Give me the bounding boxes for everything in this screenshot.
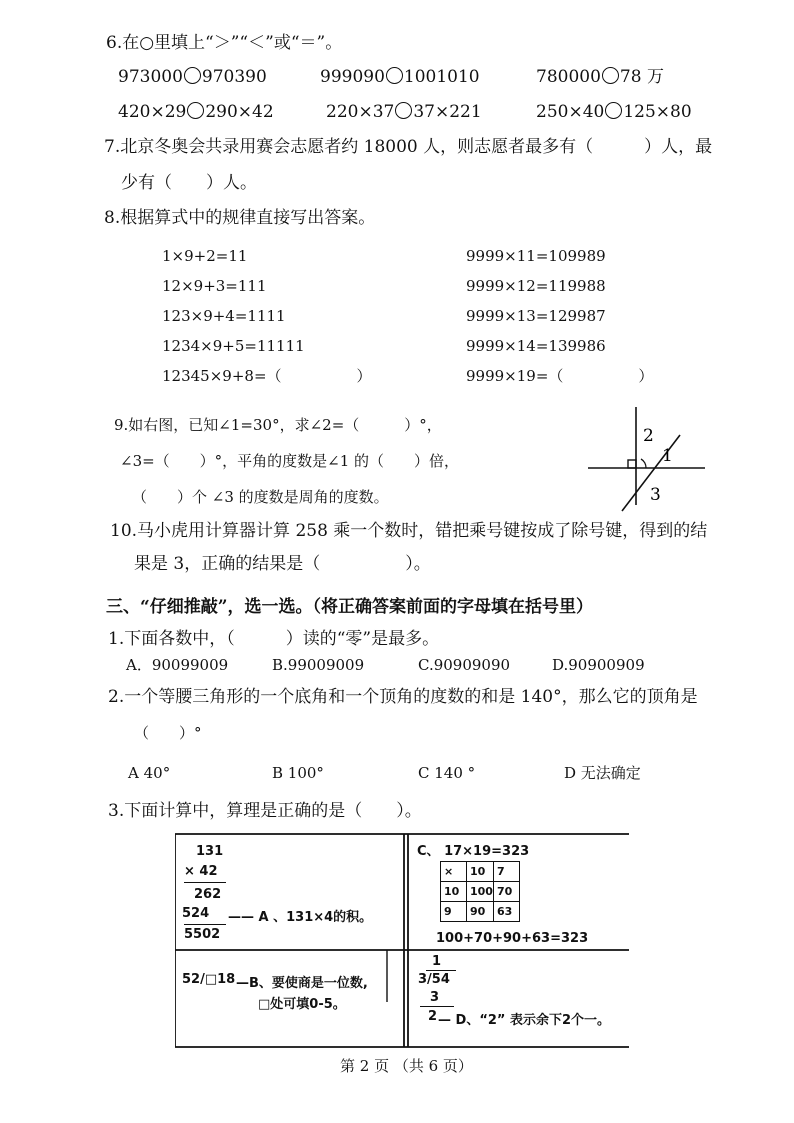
compare-item: 780000 78 万 [536,67,664,87]
right-angle-mark [628,460,636,468]
compare-item: 220×37 37×221 [326,102,482,122]
calc-d-bracket [426,970,456,971]
angle-figure [580,405,710,515]
calc-d-rule [420,1006,454,1007]
angle-arc [641,459,646,468]
blank-circle[interactable] [386,67,403,84]
calc-d-line: 3 [430,990,440,1005]
choice-option-d[interactable]: D.90900909 [552,656,645,674]
q10-line1: 10.马小虎用计算器计算 258 乘一个数时，错把乘号键按成了除号键，得到的结 [110,521,708,541]
grid-cell: 63 [493,902,519,922]
choice-option-a[interactable]: A 40° [128,764,171,782]
q8-title: 8.根据算式中的规律直接写出答案。 [104,208,376,228]
q6-title: 6.在○里填上“＞”“＜”或“＝”。 [106,33,343,53]
choice-option-c[interactable]: C.90909090 [418,656,511,674]
calc-a-note: —— A 、131×4的积。 [228,910,373,925]
blank-circle[interactable] [602,67,619,84]
angle-label-3: 3 [650,485,661,505]
pattern-right: 9999×11=109989 [466,247,606,265]
grid-cell: 70 [493,882,519,902]
calc-a-line: × 42 [184,864,218,879]
calc-d-note: — D、“2” 表示余下2个一。 [438,1013,611,1028]
calc-d-line: 2 [428,1009,438,1024]
grid-cell: 10 [467,862,494,882]
compare-item: 999090 1001010 [320,67,480,87]
choice-option-b[interactable]: B 100° [272,764,324,782]
choice2-line2: （ ）° [134,724,202,742]
calc-b-note2: □处可填0-5。 [258,997,346,1012]
calc-c-sum: 100+70+90+63=323 [436,931,589,946]
pattern-right: 9999×14=139986 [466,337,606,355]
multiplication-grid [440,861,520,922]
q10-line2: 果是 3，正确的结果是（ ）。 [134,554,431,574]
calc-d-line: 1 [432,954,442,969]
page-footer: 第 2 页 （共 6 页） [340,1057,473,1075]
pattern-right: 9999×13=129987 [466,307,606,325]
grid-cell: 90 [467,902,494,922]
choice3-stem: 3.下面计算中，算理是正确的是（ ）。 [108,801,422,821]
angle-label-2: 2 [643,426,654,446]
calc-c-head: C、 17×19=323 [417,844,530,859]
choice-option-b[interactable]: B.99009009 [272,656,365,674]
grid-cell: 100 [467,882,494,902]
blank-circle[interactable] [184,67,201,84]
calc-a-line: 131 [196,844,224,859]
q7-line1: 7.北京冬奥会共录用赛会志愿者约 18000 人，则志愿者最多有（ ）人，最 [104,137,713,157]
pattern-left: 1234×9+5=11111 [162,337,305,355]
pattern-right-answer: 9999×19=（ ） [466,367,654,385]
blank-circle[interactable] [395,102,412,119]
calc-a-line: 524 [182,906,210,921]
q7-line2: 少有（ ）人。 [121,173,257,193]
calc-d-line: 3/54 [418,972,450,987]
grid-cell: 7 [493,862,519,882]
pattern-left: 123×9+4=1111 [162,307,286,325]
compare-item: 973000 970390 [118,67,267,87]
section-title: 三、“仔细推敲”，选一选。（将正确答案前面的字母填在括号里） [106,597,594,617]
q9-line1: 9.如右图，已知∠1=30°，求∠2=（ ）°， [114,416,442,434]
calc-b-note1: —B、要使商是一位数, [236,976,368,991]
pattern-left: 1×9+2=11 [162,247,248,265]
choice-option-a[interactable]: A．90099009 [126,656,229,674]
angle-label-1: 1 [662,446,673,466]
compare-item: 420×29 290×42 [118,102,274,122]
grid-cell: 9 [441,902,467,922]
choice-option-d[interactable]: D 无法确定 [564,764,641,782]
compare-item: 250×40 125×80 [536,102,692,122]
grid-cell: 10 [441,882,467,902]
choice1-stem: 1.下面各数中，（ ）读的“零”是最多。 [108,629,440,649]
q9-line3: （ ）个 ∠3 的度数是周角的度数。 [132,488,389,506]
pattern-left: 12×9+3=111 [162,277,267,295]
q9-line2: ∠3=（ ）°，平角的度数是∠1 的（ ）倍， [120,452,460,470]
grid-cell: × [441,862,467,882]
pattern-right: 9999×12=119988 [466,277,606,295]
calc-a-rule [184,882,226,883]
calc-a-line: 262 [194,887,222,902]
blank-circle[interactable] [187,102,204,119]
calc-a-rule [184,924,226,925]
choice2-line1: 2.一个等腰三角形的一个底角和一个顶角的度数的和是 140°，那么它的顶角是 [108,687,698,707]
blank-circle[interactable] [605,102,622,119]
calc-b-expr: 52/□18 [182,972,236,987]
pattern-left-answer: 12345×9+8=（ ） [162,367,372,385]
choice-option-c[interactable]: C 140 ° [418,764,476,782]
calc-a-line: 5502 [184,927,221,942]
